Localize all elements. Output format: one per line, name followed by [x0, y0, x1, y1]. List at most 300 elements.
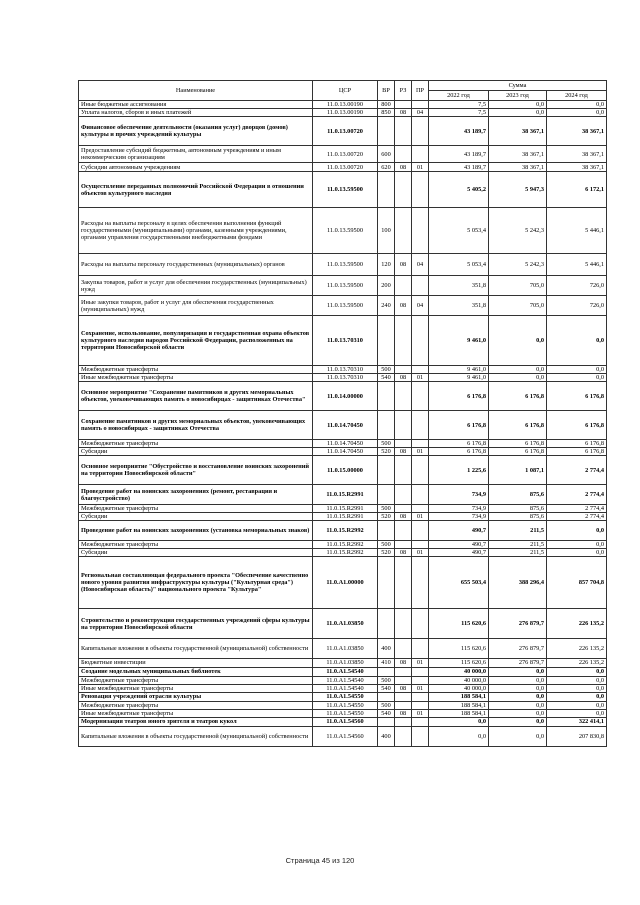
cell-pr: 01 — [412, 374, 429, 382]
cell-pr — [412, 717, 429, 726]
cell-rz — [395, 146, 412, 163]
cell-2023: 875,6 — [489, 485, 547, 505]
cell-2024: 38 367,1 — [547, 117, 607, 146]
cell-pr — [412, 485, 429, 505]
cell-name: Межбюджетные трансферты — [79, 676, 313, 684]
cell-2022: 9 461,0 — [429, 366, 489, 374]
cell-csr: 11.0.13.59500 — [313, 276, 378, 296]
table-row — [79, 411, 607, 440]
cell-2023: 1 087,1 — [489, 456, 547, 485]
cell-2024: 6 176,8 — [547, 448, 607, 456]
cell-rz — [395, 701, 412, 709]
cell-name: Межбюджетные трансферты — [79, 505, 313, 513]
cell-2022: 188 584,1 — [429, 701, 489, 709]
table-row — [79, 726, 607, 746]
cell-2022: 188 584,1 — [429, 709, 489, 717]
cell-rz — [395, 101, 412, 109]
cell-csr: 11.0.A1.54540 — [313, 667, 378, 676]
cell-pr — [412, 639, 429, 659]
cell-vr: 410 — [378, 659, 395, 667]
table-row — [79, 117, 607, 146]
table-row — [79, 374, 607, 382]
cell-2022: 188 584,1 — [429, 692, 489, 701]
cell-name: Иные бюджетные ассигнования — [79, 101, 313, 109]
cell-csr: 11.0.13.00720 — [313, 163, 378, 172]
table-row — [79, 557, 607, 609]
cell-rz — [395, 541, 412, 549]
cell-name: Капитальные вложения в объекты государственной (муниципальной) собственности — [79, 639, 313, 659]
cell-pr — [412, 557, 429, 609]
cell-2022: 0,0 — [429, 717, 489, 726]
cell-2022: 0,0 — [429, 726, 489, 746]
cell-pr — [412, 172, 429, 208]
cell-pr — [412, 456, 429, 485]
cell-2024: 38 367,1 — [547, 163, 607, 172]
cell-2023: 0,0 — [489, 709, 547, 717]
cell-vr: 500 — [378, 505, 395, 513]
cell-pr — [412, 101, 429, 109]
cell-vr: 200 — [378, 276, 395, 296]
cell-vr: 800 — [378, 101, 395, 109]
cell-2024: 0,0 — [547, 316, 607, 366]
cell-2023: 5 242,3 — [489, 254, 547, 276]
cell-2022: 43 189,7 — [429, 117, 489, 146]
cell-2024: 6 176,8 — [547, 411, 607, 440]
cell-pr: 01 — [412, 549, 429, 557]
cell-vr — [378, 717, 395, 726]
cell-name: Осуществление переданных полномочий Российской Федерации в отношении объектов культурного наследия — [79, 172, 313, 208]
cell-name: Межбюджетные трансферты — [79, 440, 313, 448]
cell-vr — [378, 521, 395, 541]
cell-2024: 0,0 — [547, 101, 607, 109]
cell-2022: 43 189,7 — [429, 146, 489, 163]
cell-csr: 11.0.14.70450 — [313, 448, 378, 456]
cell-2024: 322 414,1 — [547, 717, 607, 726]
cell-csr: 11.0.13.00190 — [313, 101, 378, 109]
cell-2022: 9 461,0 — [429, 316, 489, 366]
cell-vr: 400 — [378, 639, 395, 659]
table-row — [79, 296, 607, 316]
cell-name: Региональная составляющая федерального проекта "Обеспечение качественно нового уровня развития инфраструктуры культуры ("Культурная среда") (Новосибирская область)" национального проекта "Культура" — [79, 557, 313, 609]
table-row — [79, 276, 607, 296]
cell-2024: 5 446,1 — [547, 254, 607, 276]
cell-name: Расходы на выплаты персоналу государственных (муниципальных) органов — [79, 254, 313, 276]
table-row — [79, 316, 607, 366]
cell-pr — [412, 146, 429, 163]
cell-2022: 40 000,0 — [429, 684, 489, 692]
cell-csr: 11.0.14.70450 — [313, 411, 378, 440]
cell-csr: 11.0.15.00000 — [313, 456, 378, 485]
cell-pr: 01 — [412, 684, 429, 692]
cell-rz — [395, 639, 412, 659]
cell-csr: 11.0.A1.00000 — [313, 557, 378, 609]
cell-2024: 0,0 — [547, 701, 607, 709]
cell-2023: 211,5 — [489, 541, 547, 549]
cell-vr: 600 — [378, 146, 395, 163]
cell-2023: 0,0 — [489, 316, 547, 366]
cell-pr — [412, 521, 429, 541]
cell-2024: 0,0 — [547, 667, 607, 676]
cell-rz — [395, 456, 412, 485]
cell-csr: 11.0.13.59500 — [313, 254, 378, 276]
cell-2024: 0,0 — [547, 709, 607, 717]
cell-vr: 540 — [378, 374, 395, 382]
cell-pr: 01 — [412, 709, 429, 717]
cell-vr: 120 — [378, 254, 395, 276]
header-2024: 2024 год — [547, 91, 607, 101]
cell-rz — [395, 676, 412, 684]
cell-2024: 857 704,8 — [547, 557, 607, 609]
table-row — [79, 485, 607, 505]
cell-pr — [412, 701, 429, 709]
cell-rz — [395, 717, 412, 726]
cell-2023: 6 176,8 — [489, 382, 547, 411]
cell-pr — [412, 276, 429, 296]
cell-2024: 0,0 — [547, 684, 607, 692]
cell-rz — [395, 208, 412, 254]
cell-csr: 11.0.A1.03850 — [313, 659, 378, 667]
cell-2024: 226 135,2 — [547, 659, 607, 667]
cell-2024: 0,0 — [547, 109, 607, 117]
cell-rz: 08 — [395, 709, 412, 717]
cell-2023: 0,0 — [489, 692, 547, 701]
cell-2024: 726,0 — [547, 296, 607, 316]
cell-pr — [412, 609, 429, 639]
cell-2023: 38 367,1 — [489, 146, 547, 163]
table-row — [79, 440, 607, 448]
cell-vr: 500 — [378, 541, 395, 549]
cell-vr — [378, 456, 395, 485]
cell-csr: 11.0.A1.54540 — [313, 676, 378, 684]
table-row — [79, 609, 607, 639]
header-name: Наименование — [79, 81, 313, 101]
cell-vr — [378, 692, 395, 701]
cell-rz: 08 — [395, 684, 412, 692]
cell-pr — [412, 411, 429, 440]
cell-2023: 276 879,7 — [489, 609, 547, 639]
cell-2022: 734,9 — [429, 513, 489, 521]
cell-name: Субсидии автономным учреждениям — [79, 163, 313, 172]
header-pr: ПР — [412, 81, 429, 101]
cell-name: Сохранение памятников и других мемориальных объектов, увековечивающих память о новосибирцах - защитниках Отечества — [79, 411, 313, 440]
table-row — [79, 549, 607, 557]
table-row — [79, 382, 607, 411]
cell-2022: 6 176,8 — [429, 448, 489, 456]
cell-csr: 11.0.15.R2992 — [313, 541, 378, 549]
table-row — [79, 101, 607, 109]
cell-csr: 11.0.13.70310 — [313, 366, 378, 374]
cell-2024: 2 774,4 — [547, 505, 607, 513]
table-row — [79, 366, 607, 374]
cell-name: Финансовое обеспечение деятельности (оказания услуг) дворцов (домов) культуры и прочих учреждений культуры — [79, 117, 313, 146]
cell-rz — [395, 521, 412, 541]
table-row — [79, 676, 607, 684]
cell-rz: 08 — [395, 549, 412, 557]
cell-pr — [412, 541, 429, 549]
table-row — [79, 709, 607, 717]
cell-2022: 655 503,4 — [429, 557, 489, 609]
cell-2024: 2 774,4 — [547, 485, 607, 505]
cell-pr — [412, 505, 429, 513]
cell-vr: 500 — [378, 440, 395, 448]
cell-2022: 351,8 — [429, 276, 489, 296]
cell-name: Предоставление субсидий бюджетным, автономным учреждениям и иным некоммерческим организациям — [79, 146, 313, 163]
cell-vr — [378, 117, 395, 146]
cell-csr: 11.0.A1.54550 — [313, 701, 378, 709]
cell-2023: 388 296,4 — [489, 557, 547, 609]
table-row — [79, 659, 607, 667]
cell-2022: 6 176,8 — [429, 440, 489, 448]
cell-2024: 207 830,8 — [547, 726, 607, 746]
cell-2024: 0,0 — [547, 366, 607, 374]
cell-name: Закупка товаров, работ и услуг для обеспечения государственных (муниципальных) нужд — [79, 276, 313, 296]
cell-2023: 5 947,3 — [489, 172, 547, 208]
table-row — [79, 448, 607, 456]
cell-2023: 276 879,7 — [489, 639, 547, 659]
cell-vr: 400 — [378, 726, 395, 746]
cell-csr: 11.0.14.70450 — [313, 440, 378, 448]
cell-rz — [395, 316, 412, 366]
cell-2022: 40 000,0 — [429, 667, 489, 676]
cell-pr — [412, 117, 429, 146]
cell-csr: 11.0.A1.54560 — [313, 717, 378, 726]
cell-pr — [412, 366, 429, 374]
cell-vr: 100 — [378, 208, 395, 254]
cell-rz: 08 — [395, 296, 412, 316]
table-row — [79, 254, 607, 276]
cell-csr: 11.0.15.R2992 — [313, 521, 378, 541]
cell-pr — [412, 440, 429, 448]
cell-rz — [395, 172, 412, 208]
cell-name: Создание модельных муниципальных библиотек — [79, 667, 313, 676]
cell-2022: 5 053,4 — [429, 208, 489, 254]
table-row — [79, 172, 607, 208]
cell-vr — [378, 382, 395, 411]
cell-2022: 351,8 — [429, 296, 489, 316]
cell-2024: 38 367,1 — [547, 146, 607, 163]
cell-vr — [378, 667, 395, 676]
cell-vr: 500 — [378, 366, 395, 374]
cell-2024: 6 176,8 — [547, 440, 607, 448]
cell-rz: 08 — [395, 163, 412, 172]
cell-csr: 11.0.13.59500 — [313, 172, 378, 208]
cell-name: Проведение работ на воинских захоронениях (ремонт, реставрация и благоустройство) — [79, 485, 313, 505]
cell-2023: 0,0 — [489, 717, 547, 726]
cell-2023: 6 176,8 — [489, 411, 547, 440]
cell-name: Иные межбюджетные трансферты — [79, 684, 313, 692]
cell-rz — [395, 667, 412, 676]
cell-name: Модернизация театров юного зрителя и театров кукол — [79, 717, 313, 726]
cell-name: Основное мероприятие "Сохранение памятников и других мемориальных объектов, увековечивающих память о новосибирцах - защитниках Отечества" — [79, 382, 313, 411]
cell-name: Межбюджетные трансферты — [79, 541, 313, 549]
cell-2024: 0,0 — [547, 692, 607, 701]
cell-csr: 11.0.13.70310 — [313, 374, 378, 382]
cell-csr: 11.0.A1.03850 — [313, 609, 378, 639]
cell-2023: 5 242,3 — [489, 208, 547, 254]
cell-csr: 11.0.13.70310 — [313, 316, 378, 366]
cell-csr: 11.0.A1.54560 — [313, 726, 378, 746]
table-row — [79, 521, 607, 541]
cell-2023: 705,0 — [489, 276, 547, 296]
cell-rz — [395, 692, 412, 701]
table-row — [79, 505, 607, 513]
cell-vr — [378, 485, 395, 505]
table-row — [79, 717, 607, 726]
cell-2022: 115 620,6 — [429, 639, 489, 659]
cell-name: Сохранение, использование, популяризация и государственная охрана объектов культурного наследия народов Российской Федерации, расположенных на территории Новосибирской области — [79, 316, 313, 366]
cell-2022: 6 176,8 — [429, 382, 489, 411]
cell-2023: 38 367,1 — [489, 163, 547, 172]
cell-vr: 520 — [378, 448, 395, 456]
cell-rz — [395, 609, 412, 639]
cell-rz — [395, 366, 412, 374]
cell-2022: 5 405,2 — [429, 172, 489, 208]
cell-pr: 01 — [412, 659, 429, 667]
table-row — [79, 639, 607, 659]
cell-2022: 43 189,7 — [429, 163, 489, 172]
cell-name: Субсидии — [79, 513, 313, 521]
cell-pr: 01 — [412, 163, 429, 172]
cell-name: Иные закупки товаров, работ и услуг для обеспечения государственных (муниципальных) нужд — [79, 296, 313, 316]
header-sum: Сумма — [429, 81, 607, 91]
cell-vr — [378, 172, 395, 208]
cell-2024: 226 135,2 — [547, 609, 607, 639]
cell-rz — [395, 440, 412, 448]
cell-name: Иные межбюджетные трансферты — [79, 709, 313, 717]
cell-vr: 520 — [378, 549, 395, 557]
cell-2023: 0,0 — [489, 684, 547, 692]
cell-2023: 0,0 — [489, 109, 547, 117]
cell-name: Уплата налогов, сборов и иных платежей — [79, 109, 313, 117]
cell-pr: 04 — [412, 109, 429, 117]
cell-2024: 226 135,2 — [547, 639, 607, 659]
cell-2022: 1 225,6 — [429, 456, 489, 485]
header-csr: ЦСР — [313, 81, 378, 101]
cell-2024: 6 176,8 — [547, 382, 607, 411]
cell-csr: 11.0.13.00720 — [313, 146, 378, 163]
cell-vr: 520 — [378, 513, 395, 521]
cell-name: Бюджетные инвестиции — [79, 659, 313, 667]
cell-2024: 0,0 — [547, 521, 607, 541]
cell-vr — [378, 557, 395, 609]
cell-2023: 0,0 — [489, 676, 547, 684]
cell-2022: 490,7 — [429, 521, 489, 541]
table-row — [79, 456, 607, 485]
budget-table — [78, 80, 607, 747]
cell-pr: 04 — [412, 254, 429, 276]
table-row — [79, 541, 607, 549]
cell-name: Субсидии — [79, 549, 313, 557]
cell-name: Реновация учреждений отрасли культуры — [79, 692, 313, 701]
cell-2023: 705,0 — [489, 296, 547, 316]
cell-pr — [412, 726, 429, 746]
cell-pr: 01 — [412, 513, 429, 521]
cell-2024: 0,0 — [547, 541, 607, 549]
cell-2022: 490,7 — [429, 541, 489, 549]
header-rz: РЗ — [395, 81, 412, 101]
cell-vr: 500 — [378, 701, 395, 709]
cell-2023: 0,0 — [489, 101, 547, 109]
header-2022: 2022 год — [429, 91, 489, 101]
cell-vr: 500 — [378, 676, 395, 684]
cell-pr — [412, 316, 429, 366]
cell-vr: 540 — [378, 684, 395, 692]
cell-pr — [412, 667, 429, 676]
cell-rz — [395, 557, 412, 609]
cell-2023: 0,0 — [489, 374, 547, 382]
cell-name: Капитальные вложения в объекты государственной (муниципальной) собственности — [79, 726, 313, 746]
cell-csr: 11.0.13.00720 — [313, 117, 378, 146]
page-number: Страница 45 из 120 — [285, 856, 355, 865]
cell-name: Расходы на выплаты персоналу в целях обеспечения выполнения функций государственными (муниципальными) органами, казенными учреждениями, органами управления государственными внебюджетными фондами — [79, 208, 313, 254]
cell-rz — [395, 726, 412, 746]
cell-name: Основное мероприятие "Обустройство и восстановление воинских захоронений на территории Новосибирской области" — [79, 456, 313, 485]
table-row — [79, 208, 607, 254]
cell-2024: 2 774,4 — [547, 513, 607, 521]
cell-csr: 11.0.A1.54550 — [313, 692, 378, 701]
cell-2022: 490,7 — [429, 549, 489, 557]
cell-rz — [395, 117, 412, 146]
cell-2022: 115 620,6 — [429, 609, 489, 639]
cell-2022: 7,5 — [429, 101, 489, 109]
table-row — [79, 692, 607, 701]
cell-rz — [395, 382, 412, 411]
cell-csr: 11.0.13.00190 — [313, 109, 378, 117]
cell-pr — [412, 382, 429, 411]
cell-2022: 7,5 — [429, 109, 489, 117]
table-row — [79, 163, 607, 172]
cell-name: Строительство и реконструкция государственных учреждений сферы культуры на территории Новосибирской области — [79, 609, 313, 639]
cell-vr — [378, 316, 395, 366]
cell-vr — [378, 411, 395, 440]
table-row — [79, 667, 607, 676]
cell-2023: 276 879,7 — [489, 659, 547, 667]
cell-csr: 11.0.15.R2991 — [313, 513, 378, 521]
cell-2022: 6 176,8 — [429, 411, 489, 440]
cell-name: Межбюджетные трансферты — [79, 366, 313, 374]
cell-2024: 6 172,1 — [547, 172, 607, 208]
cell-2022: 5 053,4 — [429, 254, 489, 276]
cell-2023: 211,5 — [489, 549, 547, 557]
cell-pr — [412, 208, 429, 254]
table-body — [79, 101, 607, 747]
cell-vr — [378, 609, 395, 639]
cell-2024: 2 774,4 — [547, 456, 607, 485]
cell-vr: 240 — [378, 296, 395, 316]
cell-rz: 08 — [395, 374, 412, 382]
cell-name: Межбюджетные трансферты — [79, 701, 313, 709]
cell-csr: 11.0.13.59500 — [313, 296, 378, 316]
cell-pr: 01 — [412, 448, 429, 456]
cell-csr: 11.0.13.59500 — [313, 208, 378, 254]
cell-2023: 875,6 — [489, 505, 547, 513]
cell-2023: 875,6 — [489, 513, 547, 521]
cell-csr: 11.0.A1.54540 — [313, 684, 378, 692]
cell-vr: 850 — [378, 109, 395, 117]
header-vr: ВР — [378, 81, 395, 101]
cell-pr — [412, 692, 429, 701]
cell-rz: 08 — [395, 109, 412, 117]
cell-csr: 11.0.15.R2991 — [313, 505, 378, 513]
cell-rz — [395, 411, 412, 440]
cell-2023: 0,0 — [489, 366, 547, 374]
cell-csr: 11.0.15.R2991 — [313, 485, 378, 505]
cell-2023: 0,0 — [489, 726, 547, 746]
cell-vr: 620 — [378, 163, 395, 172]
cell-2024: 726,0 — [547, 276, 607, 296]
cell-csr: 11.0.A1.03850 — [313, 639, 378, 659]
table-row — [79, 513, 607, 521]
